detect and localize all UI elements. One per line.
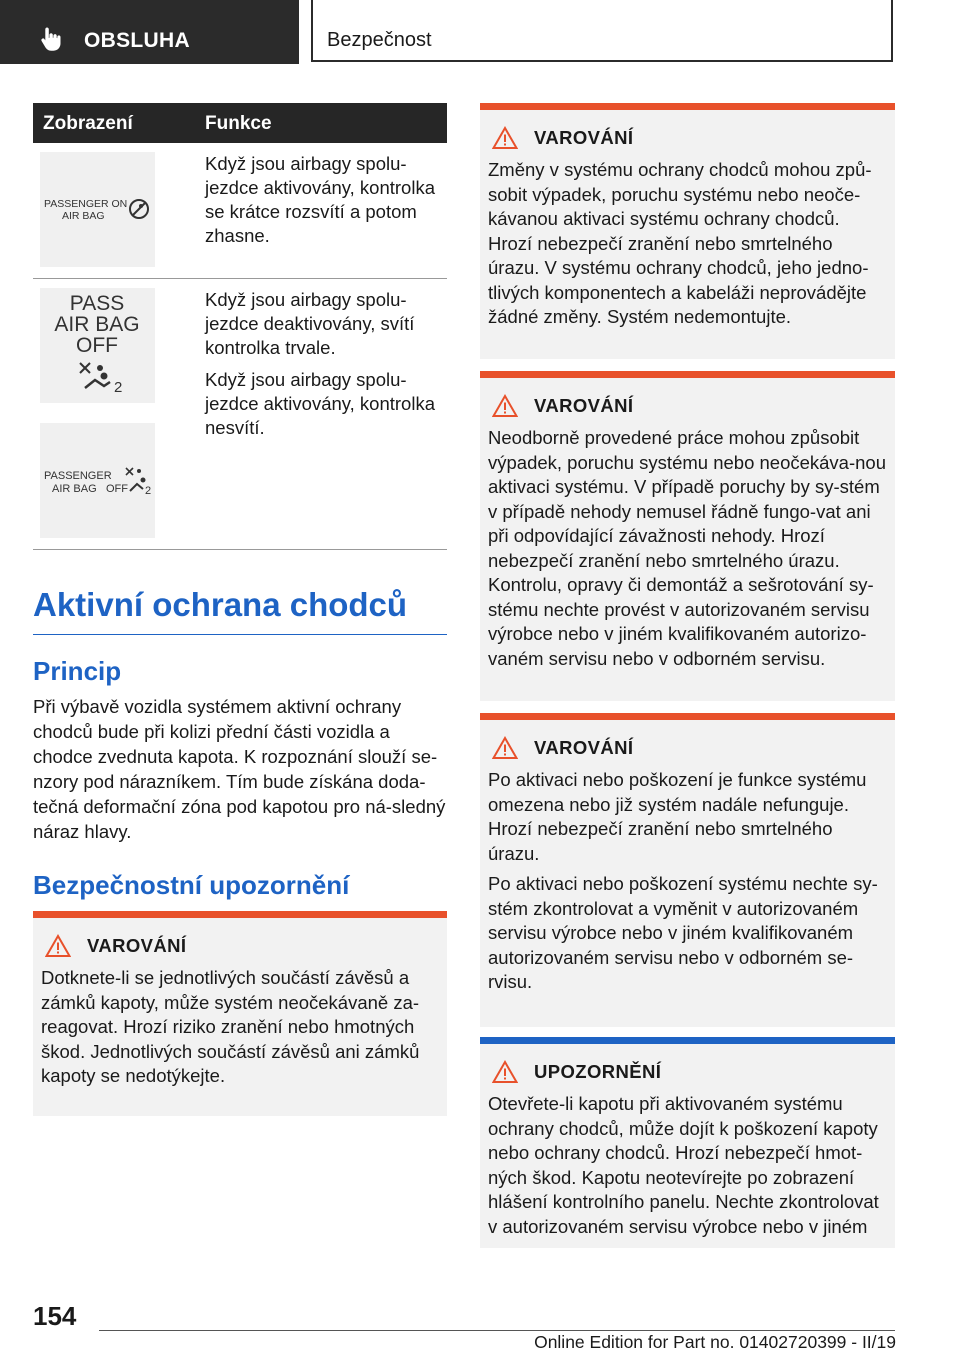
edition-info: Online Edition for Part no. 01402720399 - II/19	[534, 1332, 896, 1352]
svg-text:2: 2	[114, 379, 123, 396]
notice-text: Otevřete-li kapotu při aktivovaném systému ochrany chodců, může dojít k poškození kapoty nebo ochrany chodců. Hrozí nebezpečí hmot‐ných škod. Kapotu neotevírejte po zobrazení hlášení kontrolního panelu. Nechte zkontrolovat v autorizovaném servisu výrobce nebo v jiném	[488, 1093, 879, 1237]
chapter-label: OBSLUHA	[84, 29, 190, 52]
passenger-airbag-on-indicator	[40, 152, 155, 267]
warning-text: Dotknete-li se jednotlivých součástí závěsů a zámků kapoty, může systém neočekávaně za‐reagovat. Hrozí riziko zranění nebo hmotných škod. Jednotlivých součástí závěsů ani zámků kapoty se nedotýkejte.	[41, 967, 420, 1086]
row2-function-text: Když jsou airbagy spolu‐jezdce deaktivovány, svítí kontrolka trvale. Když jsou airbagy spolu‐jezdce aktivovány, kontrolka nesvítí.	[205, 289, 435, 438]
warning-text: Neodborně provedené práce mohou způsobit výpadek, poruchu systému nebo neočekáva‐nou aktivaci systému. V případě poruchy by sy‐stém v případě nehody nemusel řádně fungo‐vat ani při odpovídající závažnosti nehody. Hrozí nebezpečí zranění nebo smrtelného úrazu. Kontrolu, opravy či demontáž a sešrotování sy‐stému nechte provést v autorizovaném servisu výrobce nebo v jiném kvalifikovaném autorizo‐vaném servisu nebo v odborném servisu.	[488, 427, 887, 669]
row1-function-text: Když jsou airbagy spolu‐jezdce aktivovány, kontrolka se krátce rozsvítí a potom zhasne.	[205, 153, 435, 246]
svg-text:AIR BAG: AIR BAG	[54, 313, 140, 336]
section-label: Bezpečnost	[327, 29, 432, 51]
table-header	[33, 103, 447, 143]
principle-text: Při výbavě vozidla systémem aktivní ochrany chodců bude při kolizi přední části vozidla a chodce zvednuta kapota. K rozpoznání slouží se‐nzory pod nárazníkem. Tím bude získána doda‐tečná deformační zóna pod kapotou pro ná‐sledný náraz hlavy.	[33, 696, 446, 842]
warning-title: VAROVÁNÍ	[534, 127, 634, 148]
svg-text:AIR BAG: AIR BAG	[52, 483, 97, 495]
svg-text:OFF: OFF	[76, 334, 118, 357]
seat-airbag-icon	[80, 363, 110, 388]
warning-box	[480, 371, 895, 701]
notice-title: UPOZORNĚNÍ	[534, 1061, 662, 1082]
warning-box	[480, 103, 895, 359]
warning-triangle-icon	[492, 394, 518, 418]
passenger-airbag-off-indicator	[40, 423, 155, 538]
warning-text: Po aktivaci nebo poškození systému nechte sy‐stém zkontrolovat a vyměnit v autorizovaném servisu výrobce nebo v jiném kvalifikovaném autorizovaném servisu nebo v odborném se‐rvisu.	[488, 873, 878, 992]
warning-triangle-icon	[492, 736, 518, 760]
warning-box	[480, 713, 895, 1027]
page-number: 154	[33, 1301, 77, 1331]
warning-triangle-icon	[492, 126, 518, 150]
seat-airbag-icon	[126, 468, 146, 491]
warning-title: VAROVÁNÍ	[534, 737, 634, 758]
svg-text:PASS: PASS	[69, 292, 125, 315]
warning-title: VAROVÁNÍ	[87, 935, 187, 956]
svg-text:2: 2	[145, 485, 152, 497]
footer-divider	[99, 1330, 895, 1331]
warning-text: Po aktivaci nebo poškození je funkce systému omezena nebo již systém nadále nefunguje. Hrozí nebezpečí zranění nebo smrtelného úrazu.	[488, 769, 867, 864]
safety-heading: Bezpečnostní upozornění	[33, 870, 350, 900]
column-header-display: Zobrazení	[43, 113, 133, 134]
svg-text:AIR BAG: AIR BAG	[62, 210, 105, 222]
section-header	[311, 0, 893, 62]
pass-airbag-off-indicator	[40, 288, 155, 403]
svg-text:PASSENGER: PASSENGER	[44, 470, 112, 482]
notice-box	[480, 1037, 895, 1248]
svg-text:OFF: OFF	[106, 483, 128, 495]
hand-pointer-icon	[40, 26, 64, 52]
warning-triangle-icon	[492, 1060, 518, 1084]
section-title: Aktivní ochrana chodců	[33, 586, 447, 635]
principle-heading: Princip	[33, 656, 122, 686]
airbag-icon	[130, 200, 148, 218]
column-header-function: Funkce	[205, 113, 272, 134]
warning-box	[33, 911, 447, 1116]
svg-text:PASSENGER ON: PASSENGER ON	[44, 198, 128, 210]
warning-triangle-icon	[45, 934, 71, 958]
indicator-table	[33, 103, 447, 550]
warning-text: Změny v systému ochrany chodců mohou způ‐sobit výpadek, poruchu systému nebo neoče‐kávanou aktivaci systému ochrany chodců. Hrozí nebezpečí zranění nebo smrtelného úrazu. V systému ochrany chodců, jeho jedno‐tlivých komponentech a kabeláži neprovádějte žádné změny. Systém nedemontujte.	[488, 159, 872, 327]
chapter-tab	[0, 0, 299, 64]
warning-title: VAROVÁNÍ	[534, 395, 634, 416]
table-row	[33, 279, 447, 550]
table-row	[33, 143, 447, 279]
